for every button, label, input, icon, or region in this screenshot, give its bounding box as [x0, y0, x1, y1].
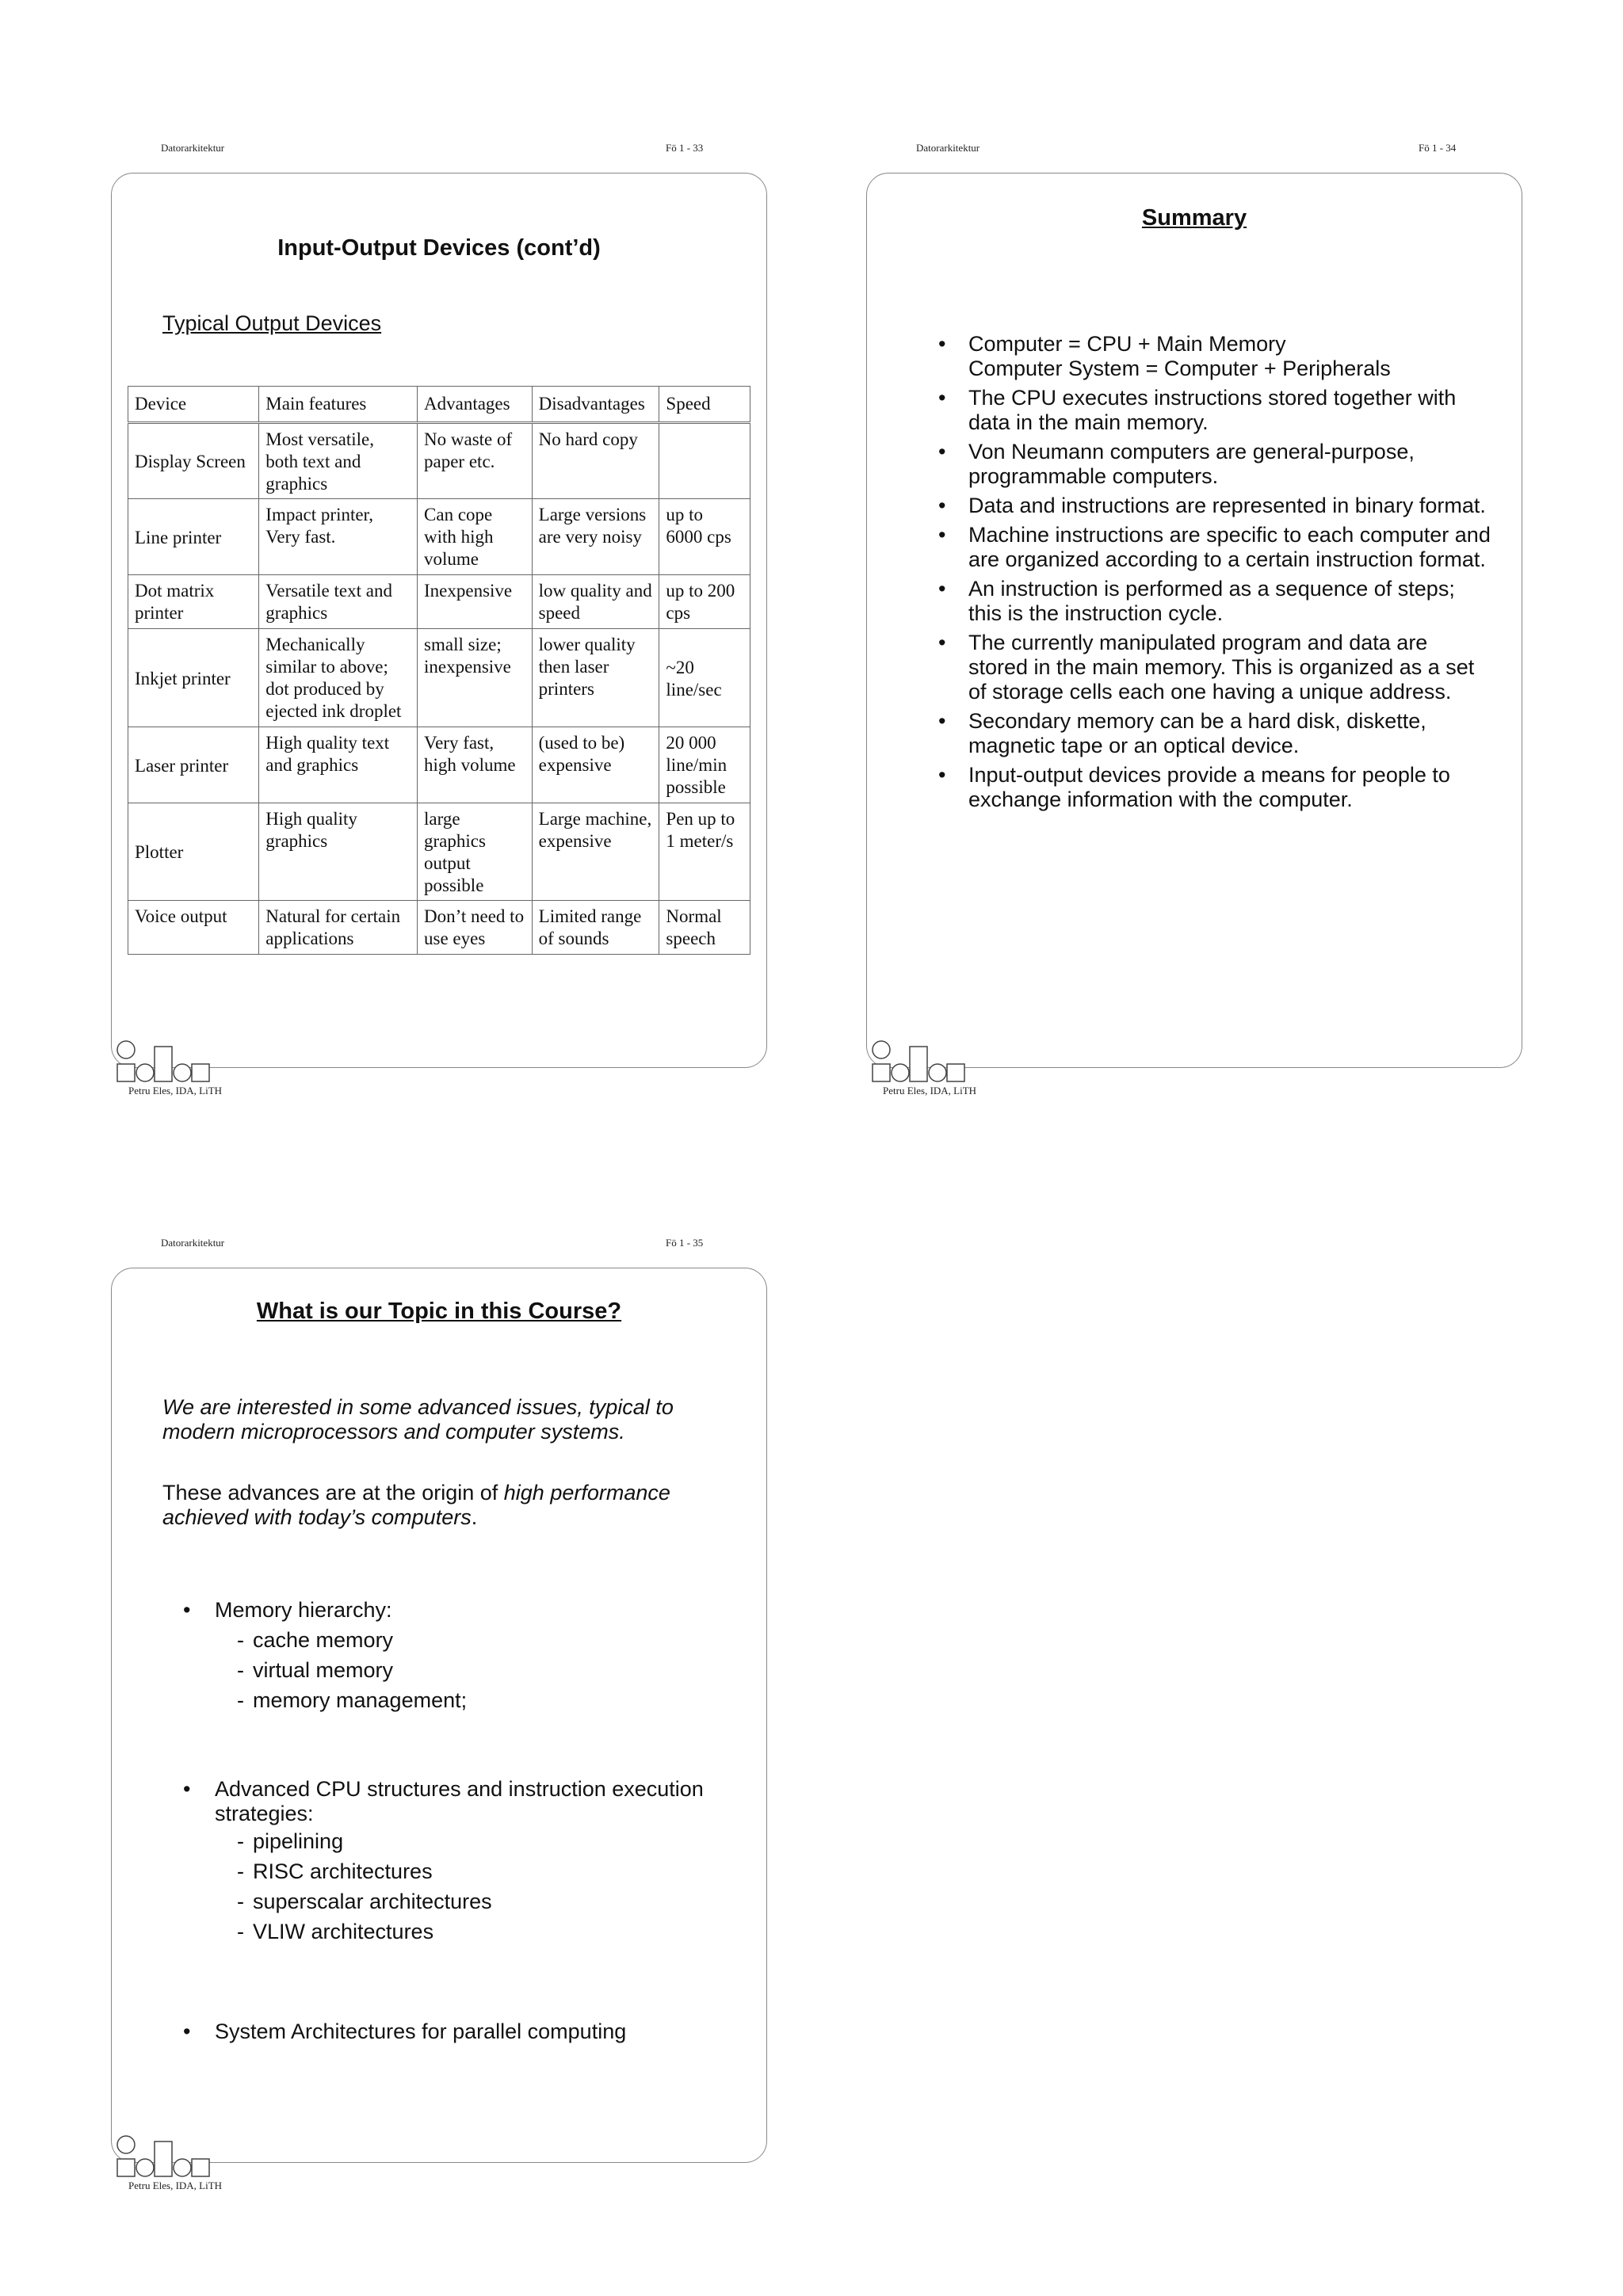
topic-subitem: - VLIW architectures [183, 1917, 722, 1947]
table-row [128, 901, 750, 955]
table-cell: ~20 line/sec [659, 629, 750, 727]
slide-33-frame [111, 173, 767, 1068]
bullet-glyph: • [183, 1777, 191, 1801]
table-cell: No hard copy [532, 423, 659, 499]
summary-list [937, 332, 1491, 817]
table-cell: lower quality then laser printers [532, 629, 659, 727]
table-header-cell: Advantages [418, 387, 533, 423]
topic-subitem: - virtual memory [183, 1655, 722, 1685]
table-header-cell: Main features [259, 387, 418, 423]
table-cell: Large versions are very noisy [532, 499, 659, 575]
topic-cpu [183, 1777, 722, 1947]
bullet-glyph: • [183, 1598, 191, 1622]
table-cell: (used to be) expensive [532, 727, 659, 803]
slide-34-header-left: Datorarkitektur [916, 142, 980, 154]
table-row [128, 575, 750, 629]
table-cell: small size; inexpensive [418, 629, 533, 727]
table-cell: up to 6000 cps [659, 499, 750, 575]
list-item: • Von Neumann computers are general-purpose, programmable computers. [937, 440, 1491, 489]
list-item: • Data and instructions are represented in binary format. [937, 494, 1491, 518]
list-item: • An instruction is performed as a sequence of steps; this is the instruction cycle. [937, 577, 1491, 626]
origin-emphasis: high performance achieved with today’s computers [162, 1481, 670, 1529]
table-cell: Display Screen [128, 423, 259, 499]
list-item: • The currently manipulated program and data are stored in the main memory. This is organized as a set of storage cells each one having a unique address. [937, 631, 1491, 704]
table-cell: Inexpensive [418, 575, 533, 629]
topic-subitem: - superscalar architectures [183, 1886, 722, 1917]
origin-paragraph [162, 1481, 717, 1530]
slide-34-footer: Petru Eles, IDA, LiTH [883, 1085, 977, 1097]
ida-logo-icon [116, 2133, 211, 2182]
table-cell: Mechanically similar to above; dot produced by ejected ink droplet [259, 629, 418, 727]
list-item: • Input-output devices provide a means for people to exchange information with the computer. [937, 763, 1491, 812]
table-cell: Versatile text and graphics [259, 575, 418, 629]
topic-label: Advanced CPU structures and instruction execution strategies: [215, 1777, 704, 1825]
slide-35-title: What is our Topic in this Course? [256, 1299, 622, 1324]
slide-33-subheading: Typical Output Devices [162, 311, 382, 335]
slide-35-frame [111, 1268, 767, 2163]
intro-paragraph: We are interested in some advanced issues, typical to modern microprocessors and computer systems. [162, 1395, 674, 1444]
topic-subitem: - RISC architectures [183, 1856, 722, 1886]
table-row [128, 629, 750, 727]
slide-33-footer: Petru Eles, IDA, LiTH [128, 1085, 223, 1097]
table-header-cell: Speed [659, 387, 750, 423]
topic-label: Memory hierarchy: [215, 1598, 392, 1622]
table-cell: Natural for certain applications [259, 901, 418, 955]
origin-suffix: . [471, 1505, 478, 1529]
table-cell: Don’t need to use eyes [418, 901, 533, 955]
table-cell: low quality and speed [532, 575, 659, 629]
ida-logo-icon [871, 1038, 966, 1087]
table-header-cell: Device [128, 387, 259, 423]
table-header-cell: Disadvantages [532, 387, 659, 423]
table-cell: Laser printer [128, 727, 259, 803]
list-item: • Computer = CPU + Main Memory Computer System = Computer + Peripherals [937, 332, 1491, 381]
slide-34-header-right: Fö 1 - 34 [1419, 142, 1457, 154]
slide-34-frame [866, 173, 1522, 1068]
table-cell: Most versatile, both text and graphics [259, 423, 418, 499]
output-devices-table [128, 386, 750, 955]
table-cell: Large machine, expensive [532, 803, 659, 901]
topic-subitem: - cache memory [183, 1625, 722, 1655]
table-cell: Plotter [128, 803, 259, 901]
slide-33-header-left: Datorarkitektur [161, 142, 225, 154]
table-cell: Can cope with high volume [418, 499, 533, 575]
table-cell: large graphics output possible [418, 803, 533, 901]
table-header-row [128, 387, 750, 423]
slide-34-title: Summary [1141, 205, 1247, 231]
table-cell: Line printer [128, 499, 259, 575]
slide-33-title: Input-Output Devices (cont’d) [277, 235, 601, 261]
table-cell: High quality text and graphics [259, 727, 418, 803]
ida-logo-icon [116, 1038, 211, 1087]
table-row [128, 423, 750, 499]
table-row [128, 803, 750, 901]
table-cell: Very fast, high volume [418, 727, 533, 803]
table-cell: Inkjet printer [128, 629, 259, 727]
table-cell: Pen up to 1 meter/s [659, 803, 750, 901]
topic-memory [183, 1595, 722, 1715]
table-cell: Dot matrix printer [128, 575, 259, 629]
table-cell: No waste of paper etc. [418, 423, 533, 499]
table-row [128, 499, 750, 575]
topic-parallel [183, 2016, 722, 2046]
topic-label: System Architectures for parallel computing [215, 2019, 627, 2043]
table-cell [659, 423, 750, 499]
origin-prefix: These advances are at the origin of [162, 1481, 504, 1505]
topic-subitem: - memory management; [183, 1685, 722, 1715]
bullet-glyph: • [183, 2019, 191, 2043]
list-item: • Secondary memory can be a hard disk, diskette, magnetic tape or an optical device. [937, 709, 1491, 758]
slide-33-header-right: Fö 1 - 33 [666, 142, 704, 154]
table-cell: High quality graphics [259, 803, 418, 901]
table-cell: Voice output [128, 901, 259, 955]
slide-35-footer: Petru Eles, IDA, LiTH [128, 2180, 223, 2191]
list-item: • The CPU executes instructions stored together with data in the main memory. [937, 386, 1491, 435]
table-cell: Normal speech [659, 901, 750, 955]
topic-subitem: - pipelining [183, 1826, 722, 1856]
table-cell: Impact printer, Very fast. [259, 499, 418, 575]
table-cell: up to 200 cps [659, 575, 750, 629]
slide-35-header-right: Fö 1 - 35 [666, 1237, 704, 1249]
table-cell: Limited range of sounds [532, 901, 659, 955]
slide-35-header-left: Datorarkitektur [161, 1237, 225, 1249]
list-item: • Machine instructions are specific to each computer and are organized according to a certain instruction format. [937, 523, 1491, 572]
table-cell: 20 000 line/min possible [659, 727, 750, 803]
table-row [128, 727, 750, 803]
